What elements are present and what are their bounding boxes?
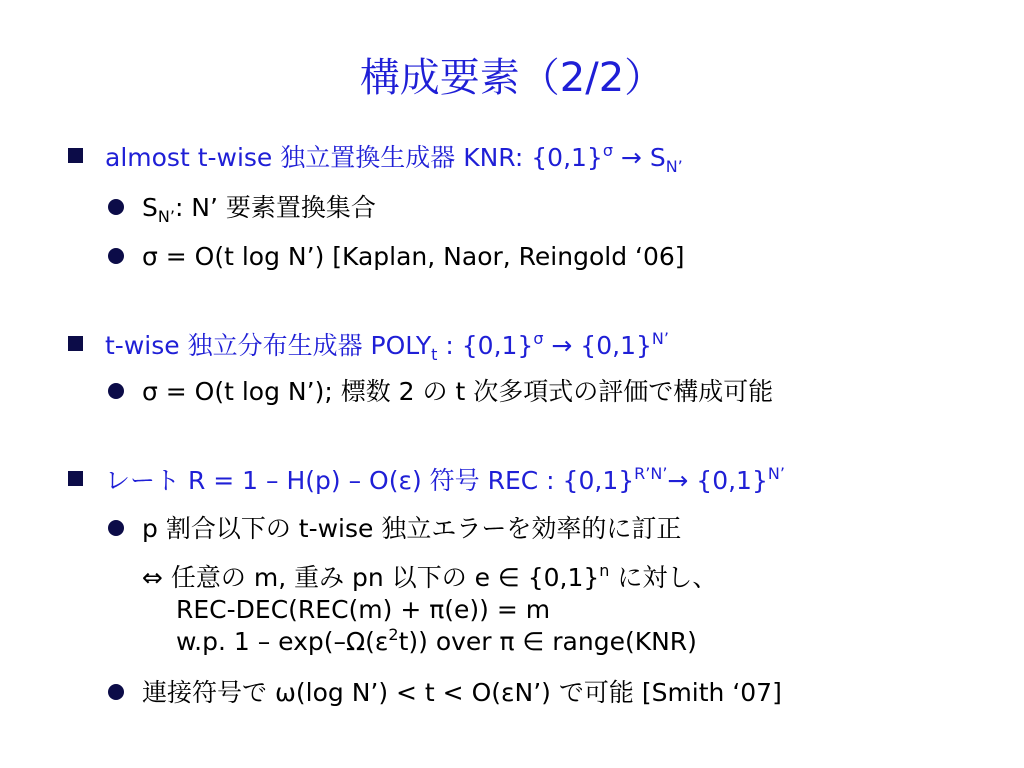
line-text-rest: に対し、 xyxy=(609,563,718,592)
bullet-text: レート R = 1 – H(p) – O(ε) 符号 REC : {0,1} xyxy=(105,466,635,495)
superscript: σ xyxy=(533,329,544,348)
superscript: N’ xyxy=(651,329,669,348)
bullet-text: t-wise 独立分布生成器 POLY xyxy=(105,331,432,360)
round-bullet-icon xyxy=(108,199,124,215)
round-bullet-icon xyxy=(108,684,124,700)
superscript: R’N’ xyxy=(634,464,668,483)
bullet-poly xyxy=(68,330,669,362)
superscript: 2 xyxy=(388,625,399,644)
line-text-post: t)) over π ∈ range(KNR) xyxy=(398,627,697,656)
square-bullet-icon xyxy=(68,148,83,163)
superscript: σ xyxy=(602,141,613,160)
sub-bullet-poly-sigma xyxy=(108,376,773,408)
arrow-text: → {0,1} xyxy=(667,466,768,495)
sub-bullet-sigma xyxy=(108,241,685,273)
bullet-text: σ = O(t log N’); 標数 2 の t 次多項式の評価で構成可能 xyxy=(142,377,774,406)
bullet-rec xyxy=(68,465,785,497)
sub-bullet-concat xyxy=(108,677,782,709)
bullet-text: almost t-wise 独立置換生成器 KNR: {0,1} xyxy=(105,143,603,172)
equivalence-line xyxy=(142,562,717,594)
arrow-text: → S xyxy=(612,143,666,172)
sub-bullet-error xyxy=(108,513,681,545)
sub-bullet-sn xyxy=(108,192,376,224)
subscript: N’ xyxy=(157,207,175,226)
line-text: REC-DEC(REC(m) + π(e)) = m xyxy=(176,595,551,624)
round-bullet-icon xyxy=(108,248,124,264)
probability-line xyxy=(142,626,697,658)
bullet-text: 連接符号で ω(log N’) < t < O(εN’) で可能 [Smith ‘07] xyxy=(142,678,782,707)
bullet-text: p 割合以下の t-wise 独立エラーを効率的に訂正 xyxy=(142,514,682,543)
arrow-text: → {0,1} xyxy=(543,331,652,360)
round-bullet-icon xyxy=(108,383,124,399)
square-bullet-icon xyxy=(68,471,83,486)
subscript: N’ xyxy=(665,157,683,176)
bullet-text-mid: : {0,1} xyxy=(437,331,534,360)
line-text: w.p. 1 – exp(–Ω(ε xyxy=(176,627,389,656)
square-bullet-icon xyxy=(68,336,83,351)
round-bullet-icon xyxy=(108,520,124,536)
page-title: 構成要素（2/2） xyxy=(359,55,665,101)
bullet-knr xyxy=(68,142,683,174)
rec-dec-line xyxy=(142,594,550,626)
superscript: n xyxy=(599,561,610,580)
line-text: ⇔ 任意の m, 重み pn 以下の e ∈ {0,1} xyxy=(142,563,600,592)
bullet-text: σ = O(t log N’) [Kaplan, Naor, Reingold ‘06] xyxy=(142,242,685,271)
superscript: N’ xyxy=(767,464,785,483)
bullet-text: S xyxy=(142,193,158,222)
bullet-text-rest: : N’ 要素置換集合 xyxy=(174,193,376,222)
subscript: t xyxy=(431,345,438,364)
